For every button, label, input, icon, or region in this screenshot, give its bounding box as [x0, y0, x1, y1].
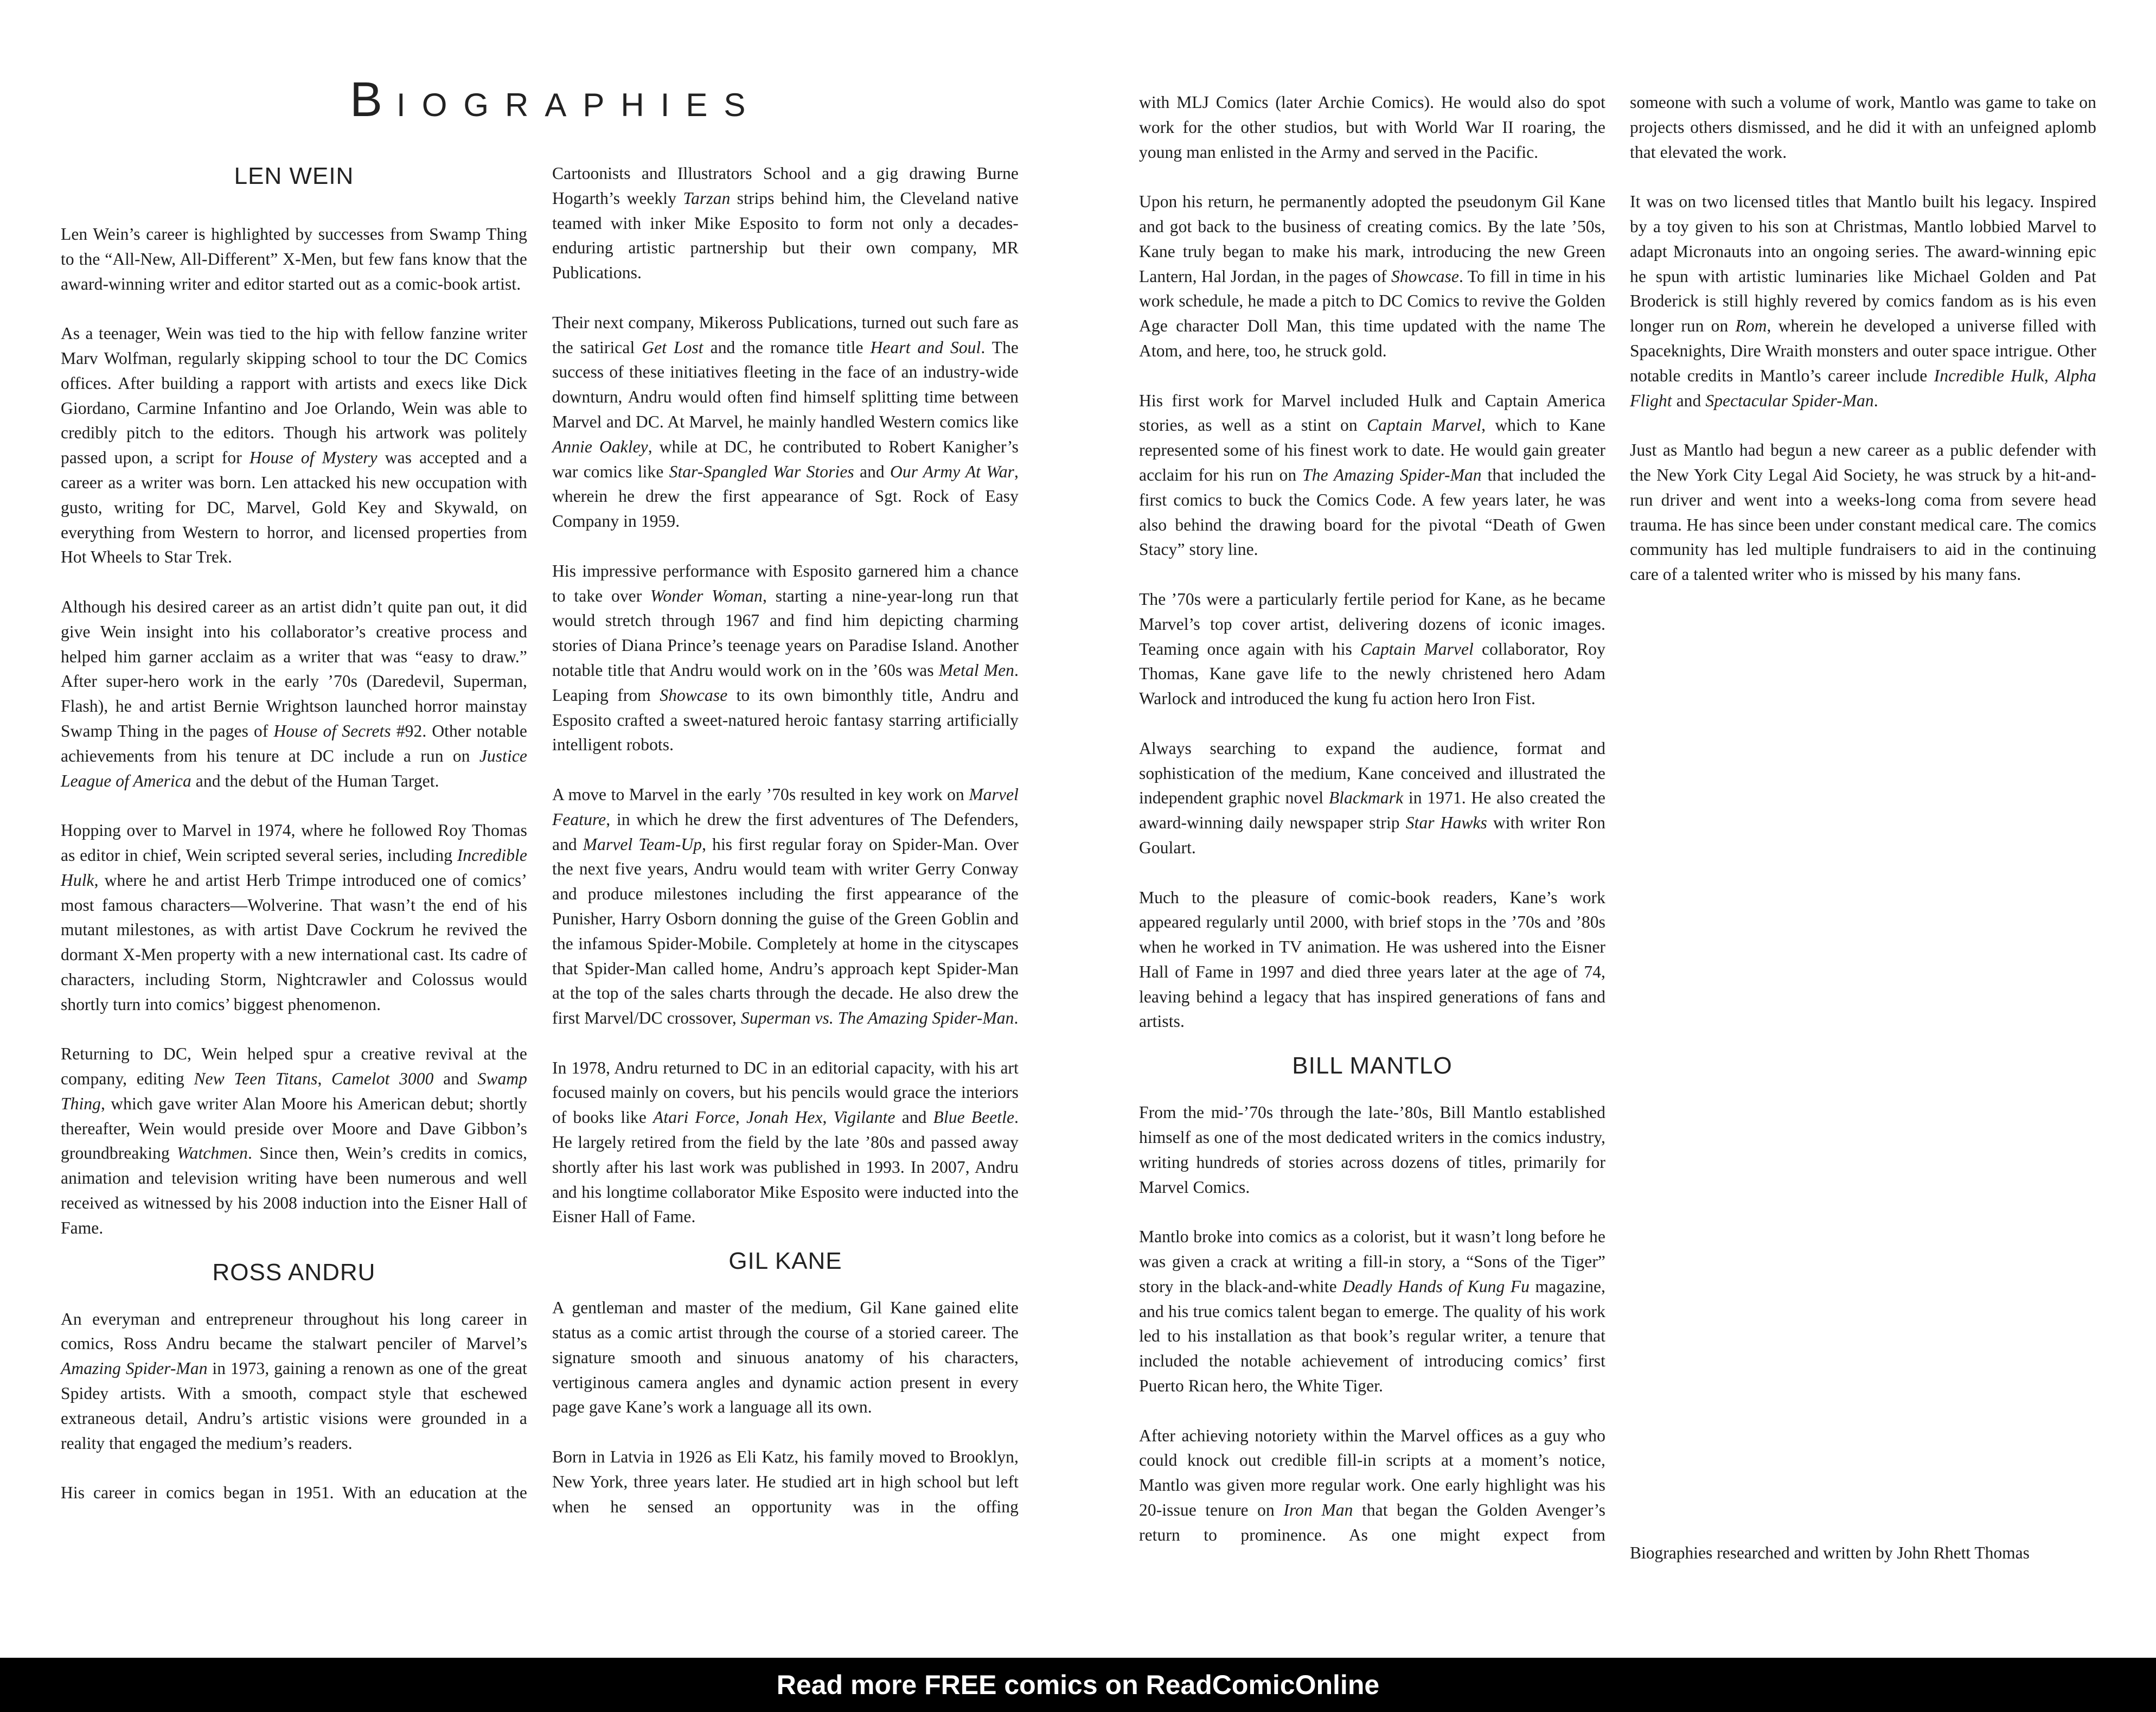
paragraph: Returning to DC, Wein helped spur a creative revival at the company, editing New Teen Titans, Camelot 3000 and Swamp Thing, which gave writer Alan Moore his American debut; shortly thereafter, Wein would preside over Moore and Dave Gibbon’s groundbreaking Watchmen. Since then, Wein’s credits in comics, animation and television writing have been numerous and well received as witnessed by his 2008 induction into the Eisner Hall of Fame. [61, 1044, 528, 1237]
paragraph: Mantlo broke into comics as a colorist, but it wasn’t long before he was given a crack at writing a fill-in story, a “Sons of the Tiger” story in the black-and-white Deadly Hands of Kung Fu magazine, and his true comics talent began to emerge. The quality of his work led to his installation as that book’s regular writer, a tenure that included the notable achievement of introducing comics’ first Puerto Rican hero, the White Tiger. [1139, 1227, 1606, 1396]
paragraph: It was on two licensed titles that Mantlo built his legacy. Inspired by a toy given to his son at Christmas, Mantlo lobbied Marvel to adapt Micronauts into an ongoing series. The award-winning epic he spun with artistic luminaries like Michael Golden and Pat Broderick is still highly revered by comics fandom as is his even longer run on Rom, wherein he developed a universe filled with Spaceknights, Dire Wraith monsters and outer space intrigue. Other notable credits in Mantlo’s career include Incredible Hulk, Alpha Flight and Spectacular Spider-Man. [1630, 192, 2096, 410]
page-title: BIOGRAPHIES [350, 73, 762, 127]
paragraph: Len Wein’s career is highlighted by successes from Swamp Thing to the “All-New, All-Different” X-Men, but few fans know that the award-winning writer and editor started out as a comic-book artist. [61, 225, 527, 293]
credits-line: Biographies researched and written by John Rhett Thomas [1630, 1543, 2030, 1562]
paragraph: A move to Marvel in the early ’70s resulted in key work on Marvel Feature, in which he drew the first adventures of The Defenders, and Marvel Team-Up, his first regular foray on Spider-Man. Over the next five years, Andru would team with writer Gerry Conway and produce milestones including the first appearance of the Punisher, Harry Osborn donning the guise of the Green Goblin and the infamous Spider-Mobile. Completely at home in the cityscapes that Spider-Man called home, Andru’s approach kept Spider-Man at the top of the sales charts through the decade. He also drew the first Marvel/DC crossover, Superman vs. The Amazing Spider-Man. [552, 784, 1019, 1028]
paragraph: with MLJ Comics (later Archie Comics). He would also do spot work for the other studios, but with World War II roaring, the young man enlisted in the Army and served in the Pacific. [1139, 93, 1605, 162]
paragraph: Born in Latvia in 1926 as Eli Katz, his family moved to Brooklyn, New York, three years later. He studied art in high school but left when he sensed an opportunity was in the offing [552, 1447, 1019, 1516]
paragraph: As a teenager, Wein was tied to the hip with fellow fanzine writer Marv Wolfman, regularly skipping school to tour the DC Comics offices. After building a rapport with artists and execs like Dick Giordano, Carmine Infantino and Joe Orlando, Wein was able to credibly pitch to the editors. Though his artwork was politely passed upon, a script for House of Mystery was accepted and a career as a writer was born. Len attacked his new occupation with gusto, writing for DC, Marvel, Gold Key and Skywald, on everything from Western to horror, and licensed properties from Hot Wheels to Star Trek. [61, 324, 527, 567]
column-2 [552, 161, 1019, 1519]
column-4 [1630, 90, 2096, 587]
paragraph: Their next company, Mikeross Publications, turned out such fare as the satirical Get Lost and the romance title Heart and Soul. The success of these initiatives fleeting in the face of an industry-wide downturn, Andru would often find himself splitting time between Marvel and DC. At Marvel, he mainly handled Western comics like Annie Oakley, while at DC, he contributed to Robert Kanigher’s war comics like Star-Spangled War Stories and Our Army At War, wherein he drew the first appearance of Sgt. Rock of Easy Company in 1959. [552, 312, 1019, 531]
footer-banner[interactable]: Read more FREE comics on ReadComicOnline [0, 1658, 2156, 1712]
heading-bill-mantlo: BILL MANTLO [1292, 1052, 1453, 1079]
paragraph: someone with such a volume of work, Mantlo was game to take on projects others dismissed, and he did it with an unfeigned aplomb that elevated the work. [1630, 93, 2096, 162]
heading-ross-andru: ROSS ANDRU [212, 1259, 376, 1286]
paragraph: Although his desired career as an artist didn’t quite pan out, it did give Wein insight into his collaborator’s creative process and helped him garner acclaim as a writer that was “easy to draw.” After super-hero work in the early ’70s (Daredevil, Superman, Flash), he and artist Bernie Wrightson launched horror mainstay Swamp Thing in the pages of House of Secrets #92. Other notable achievements from his tenure at DC include a run on Justice League of America and the debut of the Human Target. [61, 597, 527, 790]
paragraph: In 1978, Andru returned to DC in an editorial capacity, with his art focused mainly on covers, but his pencils would grace the interiors of books like Atari Force, Jonah Hex, Vigilante and Blue Beetle. He largely retired from the field by the late ’80s and passed away shortly after his last work was published in 1993. In 2007, Andru and his longtime collaborator Mike Esposito were inducted into the Eisner Hall of Fame. [552, 1058, 1019, 1226]
paragraph: A gentleman and master of the medium, Gil Kane gained elite status as a comic artist through the course of a storied career. The signature smooth and sinuous anatomy of his characters, vertiginous camera angles and dynamic action present in every page gave Kane’s work a language all its own. [552, 1298, 1019, 1417]
paragraph: Always searching to expand the audience, format and sophistication of the medium, Kane conceived and illustrated the independent graphic novel Blackmark in 1971. He also created the award-winning daily newspaper strip Star Hawks with writer Ron Goulart. [1139, 738, 1606, 857]
paragraph: His impressive performance with Esposito garnered him a chance to take over Wonder Woman, starting a nine-year-long run that would stretch through 1967 and find him depicting charming stories of Diana Prince’s teenage years on Paradise Island. Another notable title that Andru would work on in the ’60s was Metal Men. Leaping from Showcase to its own bimonthly title, Andru and Esposito crafted a sweet-natured heroic fantasy starring artificially intelligent robots. [552, 561, 1019, 755]
column-1 [61, 222, 527, 1505]
paragraph: His first work for Marvel included Hulk and Captain America stories, as well as a stint on Captain Marvel, which to Kane represented some of his finest work to date. He would gain greater acclaim for his run on The Amazing Spider-Man that included the first comics to buck the Comics Code. A few years later, he was also behind the drawing board for the pivotal “Death of Gwen Stacy” story line. [1139, 391, 1605, 559]
paragraph: Much to the pleasure of comic-book readers, Kane’s work appeared regularly until 2000, with brief stops in the ’70s and ’80s when he worked in TV animation. He was ushered into the Eisner Hall of Fame in 1997 and died three years later at the age of 74, leaving behind a legacy that has inspired generations of fans and artists. [1139, 887, 1605, 1031]
paragraph: Just as Mantlo had begun a new career as a public defender with the New York City Legal Aid Society, he was struck by a hit-and-run driver and went into a weeks-long coma from severe head trauma. He has since been under constant medical care. The comics community has led multiple fundraisers to aid in the continuing care of a talented writer who is missed by his many fans. [1630, 440, 2096, 584]
paragraph: Hopping over to Marvel in 1974, where he followed Roy Thomas as editor in chief, Wein scripted several series, including Incredible Hulk, where he and artist Herb Trimpe introduced one of comics’ most famous characters—Wolverine. That wasn’t the end of his mutant milestones, as with artist Dave Cockrum he revived the dormant X-Men property with a new international cast. Its cadre of characters, including Storm, Nightcrawler and Colossus would shortly turn into comics’ biggest phenomenon. [61, 821, 527, 1014]
paragraph: Cartoonists and Illustrators School and a gig drawing Burne Hogarth’s weekly Tarzan strips behind him, the Cleveland native teamed with inker Mike Esposito to form not only a decades-enduring artistic partnership but their own company, MR Publications. [552, 164, 1019, 283]
heading-gil-kane: GIL KANE [728, 1248, 842, 1275]
heading-len-wein: LEN WEIN [234, 163, 354, 189]
column-3 [1139, 90, 1605, 1548]
paragraph: His career in comics began in 1951. With an education at the [61, 1483, 527, 1503]
paragraph: Upon his return, he permanently adopted the pseudonym Gil Kane and got back to the business of creating comics. By the late ’50s, Kane truly began to make his mark, introducing the new Green Lantern, Hal Jordan, in the pages of Showcase. To fill in time in his work schedule, he made a pitch to DC Comics to revive the Golden Age character Doll Man, this time updated with the name The Atom, and here, too, he struck gold. [1139, 192, 1605, 360]
paragraph: An everyman and entrepreneur throughout his long career in comics, Ross Andru became the stalwart penciler of Marvel’s Amazing Spider-Man in 1973, gaining a renown as one of the great Spidey artists. With a smooth, compact style that eschewed extraneous detail, Andru’s artistic visions were grounded in a reality that engaged the medium’s readers. [61, 1309, 528, 1453]
paragraph: After achieving notoriety within the Marvel offices as a guy who could knock out credible fill-in scripts at a moment’s notice, Mantlo was given more regular work. One early highlight was his 20-issue tenure on Iron Man that began the Golden Avenger’s return to prominence. As one might expect from [1139, 1426, 1606, 1544]
paragraph: The ’70s were a particularly fertile period for Kane, as he became Marvel’s top cover artist, delivering dozens of iconic images. Teaming once again with his Captain Marvel collaborator, Roy Thomas, Kane gave life to the newly christened hero Adam Warlock and introduced the kung fu action hero Iron Fist. [1139, 589, 1605, 708]
paragraph: From the mid-’70s through the late-’80s, Bill Mantlo established himself as one of the most dedicated writers in the comics industry, writing hundreds of stories across dozens of titles, primarily for Marvel Comics. [1139, 1103, 1605, 1197]
